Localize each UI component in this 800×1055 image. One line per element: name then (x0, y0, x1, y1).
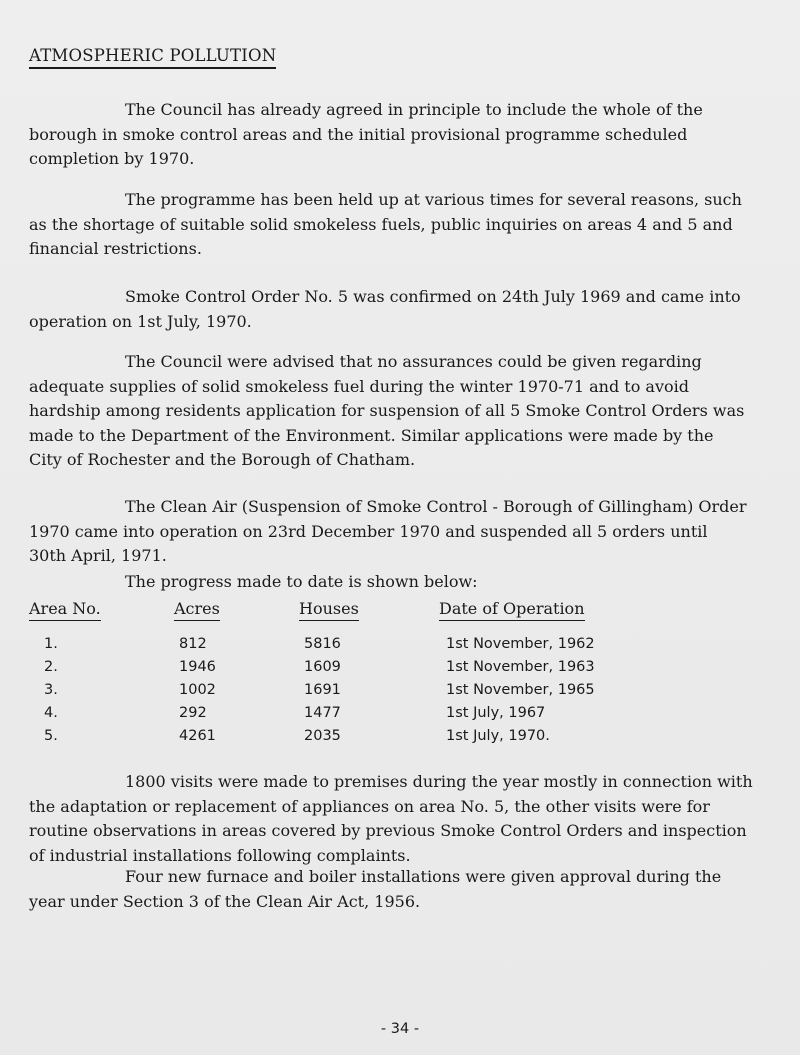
paragraph-line: of industrial installations following complaints. (29, 845, 411, 865)
houses-value: 1477 (304, 705, 341, 721)
column-header-date: Date of Operation (439, 598, 585, 621)
paragraph-line: year under Section 3 of the Clean Air Act, 1956. (29, 891, 421, 911)
operation-date: 1st July, 1967 (446, 705, 546, 721)
table-row (29, 679, 789, 702)
paragraph-line: Smoke Control Order No. 5 was confirmed on 24th July 1969 and came into (125, 287, 741, 306)
paragraph-line: The Council has already agreed in principle to include the whole of the (125, 100, 703, 119)
paragraph-7 (29, 865, 774, 914)
operation-date: 1st July, 1970. (446, 728, 550, 744)
page-number: - 34 - (380, 1021, 420, 1037)
paragraph-line: The programme has been held up at various times for several reasons, such (125, 190, 742, 209)
paragraph-1 (29, 98, 774, 172)
acres-value: 4261 (179, 728, 216, 744)
area-number: 1. (44, 636, 58, 652)
operation-date: 1st November, 1962 (446, 636, 595, 652)
paragraph-6 (29, 770, 774, 868)
paragraph-5 (29, 495, 774, 569)
acres-value: 812 (179, 636, 207, 652)
table-row (29, 633, 789, 656)
operation-date: 1st November, 1963 (446, 659, 595, 675)
area-number: 5. (44, 728, 58, 744)
paragraph-line: City of Rochester and the Borough of Chatham. (29, 450, 416, 469)
paragraph-line: 30th April, 1971. (29, 546, 167, 565)
paragraph-line: the adaptation or replacement of appliances on area No. 5, the other visits were for (29, 796, 710, 816)
column-header-area: Area No. (29, 598, 101, 621)
operation-date: 1st November, 1965 (446, 682, 595, 698)
acres-value: 1002 (179, 682, 216, 698)
houses-value: 5816 (304, 636, 341, 652)
paragraph-line: operation on 1st July, 1970. (29, 311, 252, 331)
paragraph-line: routine observations in areas covered by previous Smoke Control Orders and inspection (29, 821, 747, 840)
section-heading: ATMOSPHERIC POLLUTION (29, 46, 276, 69)
area-number: 2. (44, 659, 58, 675)
column-header-houses: Houses (299, 598, 359, 621)
paragraph-line: adequate supplies of solid smokeless fuel during the winter 1970-71 and to avoid (29, 376, 689, 396)
paragraph-line: Four new furnace and boiler installations were given approval during the (125, 867, 722, 886)
paragraph-line: 1800 visits were made to premises during the year mostly in connection with (125, 772, 753, 791)
paragraph-4 (29, 350, 774, 473)
area-number: 4. (44, 705, 58, 721)
paragraph-line: as the shortage of suitable solid smokeless fuels, public inquiries on areas 4 and 5 and (29, 214, 733, 234)
paragraph-3 (29, 285, 774, 334)
paragraph-line: 1970 came into operation on 23rd December 1970 and suspended all 5 orders until (29, 521, 708, 541)
houses-value: 1691 (304, 682, 341, 698)
paragraph-line: The Council were advised that no assurances could be given regarding (125, 352, 702, 371)
houses-value: 2035 (304, 728, 341, 744)
column-header-acres: Acres (174, 598, 220, 621)
paragraph-line: borough in smoke control areas and the initial provisional programme scheduled (29, 124, 688, 144)
paragraph-line: financial restrictions. (29, 239, 202, 258)
paragraph-line: made to the Department of the Environment. Similar applications were made by the (29, 425, 714, 445)
acres-value: 292 (179, 705, 207, 721)
table-intro: The progress made to date is shown below: (125, 572, 478, 591)
paragraph-line: The Clean Air (Suspension of Smoke Control - Borough of Gillingham) Order (125, 497, 747, 516)
acres-value: 1946 (179, 659, 216, 675)
table-row (29, 702, 789, 725)
table-row (29, 656, 789, 679)
paragraph-line: hardship among residents application for suspension of all 5 Smoke Control Orders was (29, 401, 745, 420)
paragraph-2 (29, 188, 774, 262)
area-number: 3. (44, 682, 58, 698)
houses-value: 1609 (304, 659, 341, 675)
table-row (29, 725, 789, 748)
paragraph-line: completion by 1970. (29, 149, 195, 168)
